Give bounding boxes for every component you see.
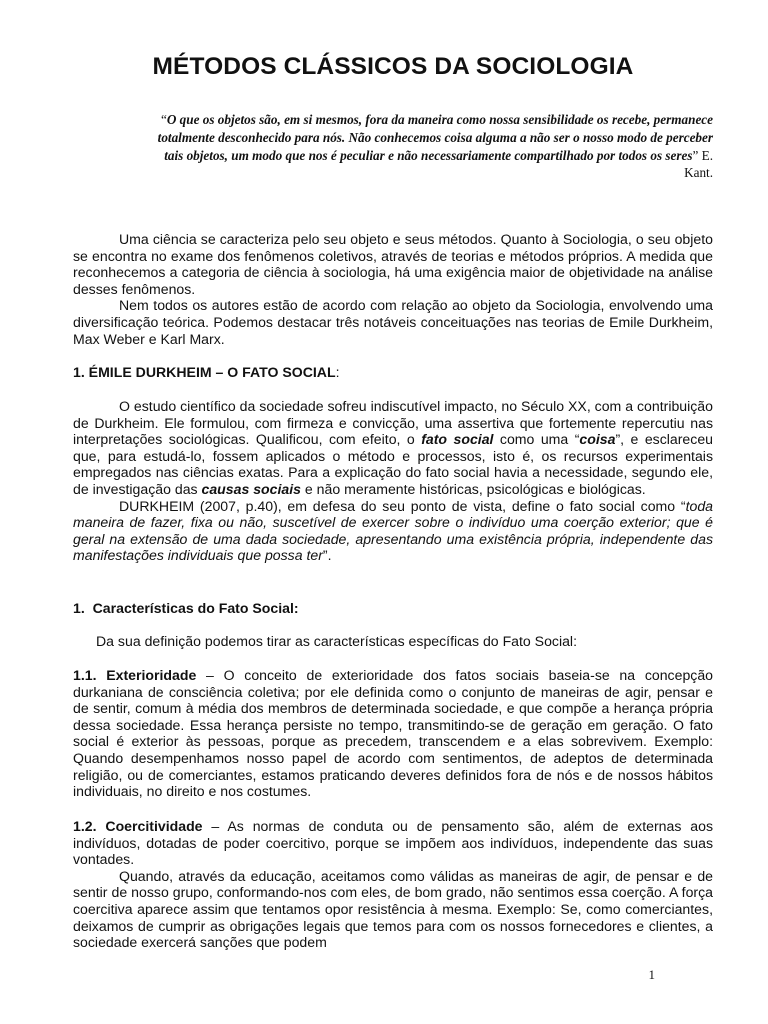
characteristics-intro-text: Da sua definição podemos tirar as características específicas do Fato Social: bbox=[96, 633, 577, 649]
intro-paragraph-1: Uma ciência se caracteriza pelo seu objeto e seus métodos. Quanto à Sociologia, o seu objeto se encontra no exame dos fenômenos coletivos, através de teorias e métodos próprios. A medida que reconhecemos a categoria de ciência à sociologia, há uma exigência maior de objetividade na análise desses fenômenos. bbox=[73, 231, 713, 297]
coercitividade-text: – As normas de conduta ou de pensamento são, além de externas aos indivíduos, dotadas de poder coercitivo, porque se impõem aos indivíduos, independente das suas vontades. bbox=[73, 818, 714, 868]
document-page bbox=[73, 0, 713, 1024]
section-heading bbox=[73, 364, 713, 381]
section-heading-colon: : bbox=[335, 364, 340, 380]
text-run: e não meramente históricas, psicológicas e biológicas. bbox=[301, 480, 646, 497]
durkheim-paragraph-1 bbox=[73, 398, 713, 498]
text-run: como uma “ bbox=[493, 431, 580, 448]
durkheim-paragraph-2 bbox=[73, 498, 713, 564]
epigraph-quote: O que os objetos são, em si mesmos, fora da maneira como nossa sensibilidade os recebe, permanece totalmente desconhecido para nós. Não conhecemos coisa alguma a não ser o nosso modo de perceber tais objetos, um modo que nos é peculiar e não necessariamente compartilhado por todos os seres bbox=[157, 112, 713, 163]
fato-social-emphasis: fato social bbox=[421, 431, 494, 448]
text-run: ”, e esclareceu que, para estudá-lo, fossem aplicados o método e processos, isto é, os recursos experimentais empregados nas ciências exatas. Para a explicação do fato social havia a necessidade, segundo ele, de investigação das bbox=[73, 431, 713, 497]
characteristics-title: Características do Fato Social: bbox=[92, 600, 299, 616]
coisa-emphasis: coisa bbox=[579, 431, 616, 448]
text-run: O estudo científico da sociedade sofreu indiscutível impacto, no Século XX, com a contribuição de Durkheim. Ele formulou, com firmeza e convicção, uma assertiva que fortemente repercutiu nas interpretações sociológicas. Qualificou, com efeito, o bbox=[73, 398, 713, 448]
characteristics-intro bbox=[73, 633, 713, 650]
definition-quote: toda maneira de fazer, fixa ou não, suscetível de exercer sobre o indivíduo uma coerção exterior; que é geral na extensão de uma dada sociedade, apresentando uma existência própria, independente das manifestações individuais que possa ter bbox=[73, 497, 713, 564]
durkheim-paragraphs bbox=[73, 398, 713, 564]
exterioridade-label: 1.1. Exterioridade bbox=[73, 667, 197, 683]
coercitividade-label: 1.2. Coercitividade bbox=[73, 818, 203, 834]
characteristics-number: 1. bbox=[73, 600, 85, 616]
coercitividade-paragraph-2: Quando, através da educação, aceitamos como válidas as maneiras de agir, de pensar e de sentir de nosso grupo, conformando-nos com eles, de bom grado, não sentimos essa coerção. A força coercitiva aparece assim que tentamos opor resistência à mesma. Exemplo: Se, como comerciantes, deixamos de cumprir as obrigações legais que temos para com os nossos fornecedores e clientes, a sociedade exercerá sanções que podem bbox=[73, 867, 713, 951]
intro-section bbox=[73, 231, 713, 347]
epigraph bbox=[153, 111, 713, 182]
section-durkheim bbox=[73, 364, 713, 381]
epigraph-author: E. Kant. bbox=[684, 147, 713, 181]
epigraph-close-quote: ” bbox=[692, 147, 699, 163]
characteristics-heading-line bbox=[73, 600, 713, 617]
section-heading-text: 1. ÉMILE DURKHEIM – O FATO SOCIAL bbox=[73, 364, 336, 380]
coercitividade-section bbox=[73, 818, 713, 951]
exterioridade-text: – O conceito de exterioridade dos fatos sociais baseia-se na concepção durkaniana de consciência coletiva; por ele definida como o conjunto de maneiras de agir, pensar e de sentir, comum à média dos membros de determinada sociedade, e que compõe a herança própria dessa sociedade. Essa herança persiste no tempo, transmitindo-se de geração em geração. O fato social é exterior às pessoas, porque as precedem, transcendem e a elas sobrevivem. Exemplo: Quando desempenhamos nosso papel de acordo com sentimentos, de adeptos de determinada religião, ou de comerciantes, estamos praticando deveres definidos fora de nós e de nossos hábitos individuais, no direito e nos costumes. bbox=[73, 667, 714, 800]
page-title: MÉTODOS CLÁSSICOS DA SOCIOLOGIA bbox=[152, 53, 634, 80]
text-run: ”. bbox=[322, 547, 332, 564]
epigraph-open-quote: “ bbox=[160, 112, 167, 127]
text-run: DURKHEIM (2007, p.40), em defesa do seu ponto de vista, define o fato social como “ bbox=[119, 497, 686, 514]
causas-sociais-emphasis: causas sociais bbox=[201, 480, 302, 497]
exterioridade-section bbox=[73, 667, 713, 800]
intro-paragraph-2: Nem todos os autores estão de acordo com relação ao objeto da Sociologia, envolvendo uma diversificação teórica. Podemos destacar três notáveis conceituações nas teorias de Emile Durkheim, Max Weber e Karl Marx. bbox=[73, 297, 713, 347]
characteristics-heading bbox=[73, 600, 713, 617]
coercitividade-paragraph bbox=[73, 818, 713, 868]
exterioridade-paragraph bbox=[73, 667, 713, 800]
page-number: 1 bbox=[648, 967, 655, 982]
